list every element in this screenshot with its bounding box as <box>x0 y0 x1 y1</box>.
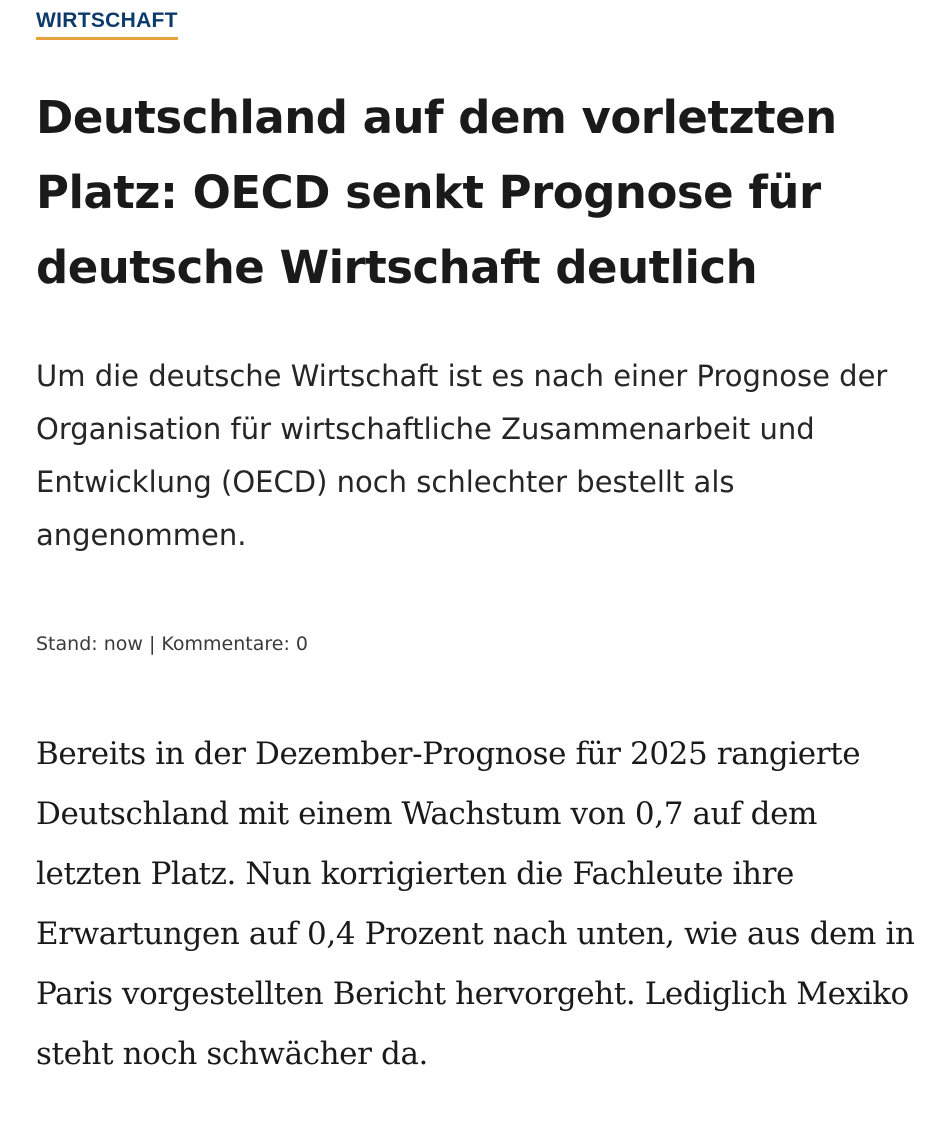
meta-separator: | <box>148 633 156 655</box>
article-meta <box>36 630 308 658</box>
article-headline: Deutschland auf dem vorletzten Platz: OECD senkt Prognose für deutsche Wirtschaft deutlich <box>36 91 837 294</box>
comments-link[interactable]: Kommentare: 0 <box>161 633 308 655</box>
section-kicker-link[interactable]: WIRTSCHAFT <box>36 8 178 40</box>
timestamp: Stand: now <box>36 633 143 655</box>
article-lead: Um die deutsche Wirtschaft ist es nach einer Prognose der Organisation für wirtschaftliche Zusammenarbeit und Entwicklung (OECD) noch schlechter bestellt als angenommen. <box>36 359 888 552</box>
section-kicker-container <box>36 8 178 40</box>
article-body-paragraph: Bereits in der Dezember-Prognose für 2025 rangierte Deutschland mit einem Wachstum von 0,7 auf dem letzten Platz. Nun korrigierten die Fachleute ihre Erwartungen auf 0,4 Prozent nach unten, wie aus dem in Paris vorgestellten Bericht hervorgeht. Lediglich Mexiko steht noch schwächer da. <box>36 736 915 1072</box>
